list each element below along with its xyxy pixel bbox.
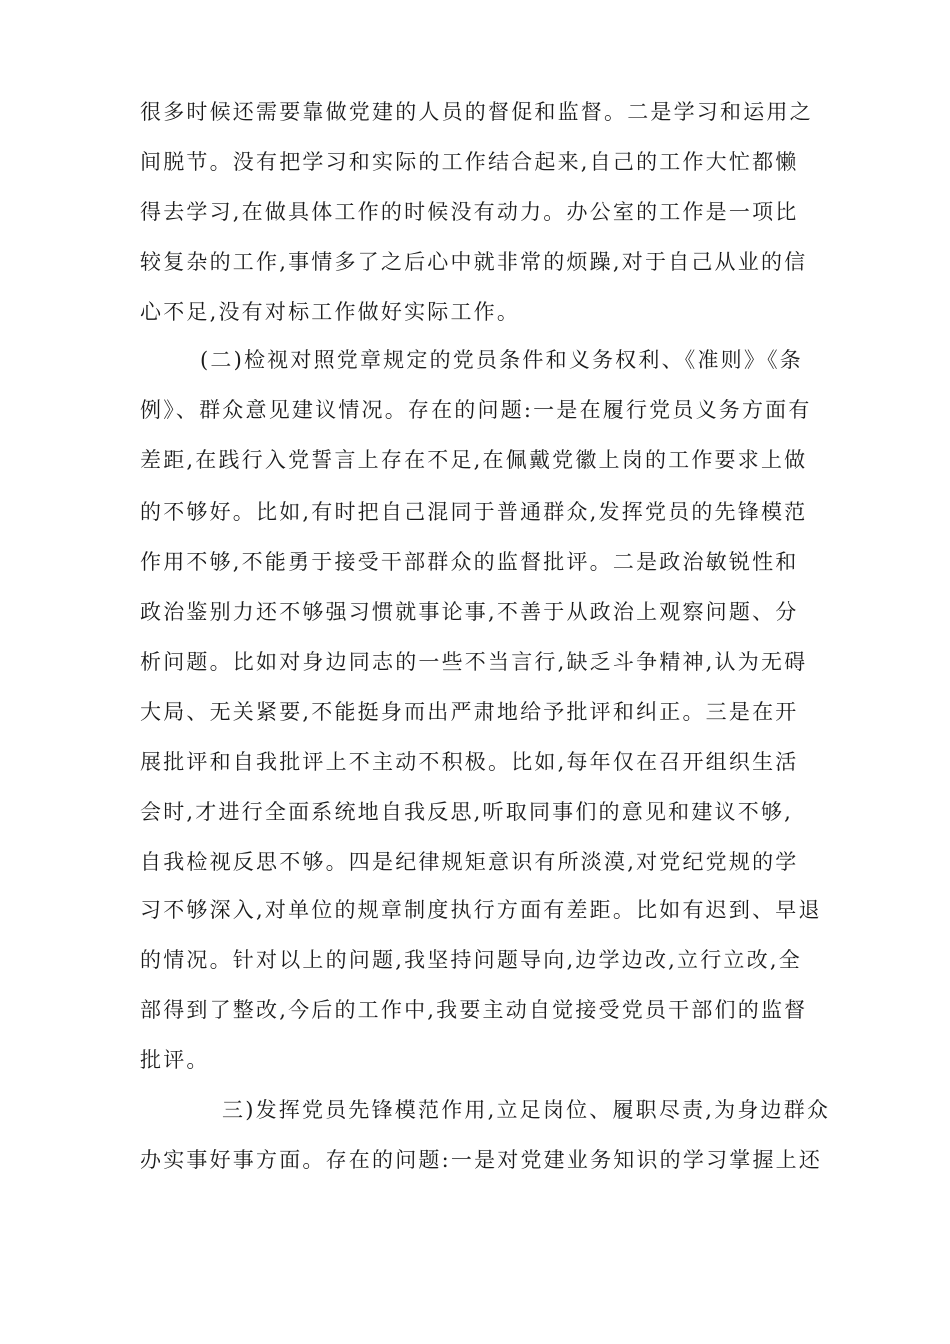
text-line-9: 的不够好。比如,有时把自己混同于普通群众,发挥党员的先锋模范 [140, 500, 808, 524]
text-line-6: (二)检视对照党章规定的党员条件和义务权利、《准则》《条 [200, 348, 803, 372]
text-line-15: 会时,才进行全面系统地自我反思,听取同事们的意见和建议不够, [140, 800, 794, 824]
text-line-4: 较复杂的工作,事情多了之后心中就非常的烦躁,对于自己从业的信 [140, 250, 808, 274]
text-line-5: 心不足,没有对标工作做好实际工作。 [140, 300, 521, 324]
text-line-12: 析问题。比如对身边同志的一些不当言行,缺乏斗争精神,认为无碍 [140, 650, 808, 674]
text-line-22: 办实事好事方面。存在的问题:一是对党建业务知识的学习掌握上还 [140, 1148, 823, 1172]
text-line-11: 政治鉴别力还不够强习惯就事论事,不善于从政治上观察问题、分 [140, 600, 799, 624]
text-line-18: 的情况。针对以上的问题,我坚持问题导向,边学边改,立行立改,全 [140, 948, 802, 972]
text-line-3: 得去学习,在做具体工作的时候没有动力。办公室的工作是一项比 [140, 200, 799, 224]
text-line-20: 批评。 [140, 1048, 210, 1072]
text-line-17: 习不够深入,对单位的规章制度执行方面有差距。比如有迟到、早退 [140, 898, 822, 922]
text-line-1: 很多时候还需要靠做党建的人员的督促和监督。二是学习和运用之 [140, 100, 813, 124]
text-line-10: 作用不够,不能勇于接受干部群众的监督批评。二是政治敏锐性和 [140, 550, 799, 574]
text-line-21: 三)发挥党员先锋模范作用,立足岗位、履职尽责,为身边群众 [222, 1098, 831, 1122]
text-line-16: 自我检视反思不够。四是纪律规矩意识有所淡漠,对党纪党规的学 [140, 850, 799, 874]
text-line-19: 部得到了整改,今后的工作中,我要主动自觉接受党员干部们的监督 [140, 998, 808, 1022]
text-line-13: 大局、无关紧要,不能挺身而出严肃地给予批评和纠正。三是在开 [140, 700, 799, 724]
text-line-8: 差距,在践行入党誓言上存在不足,在佩戴党徽上岗的工作要求上做 [140, 448, 808, 472]
text-line-14: 展批评和自我批评上不主动不积极。比如,每年仅在召开组织生活 [140, 750, 799, 774]
text-line-2: 间脱节。没有把学习和实际的工作结合起来,自己的工作大忙都懒 [140, 150, 799, 174]
text-line-7: 例》、群众意见建议情况。存在的问题:一是在履行党员义务方面有 [140, 398, 812, 422]
